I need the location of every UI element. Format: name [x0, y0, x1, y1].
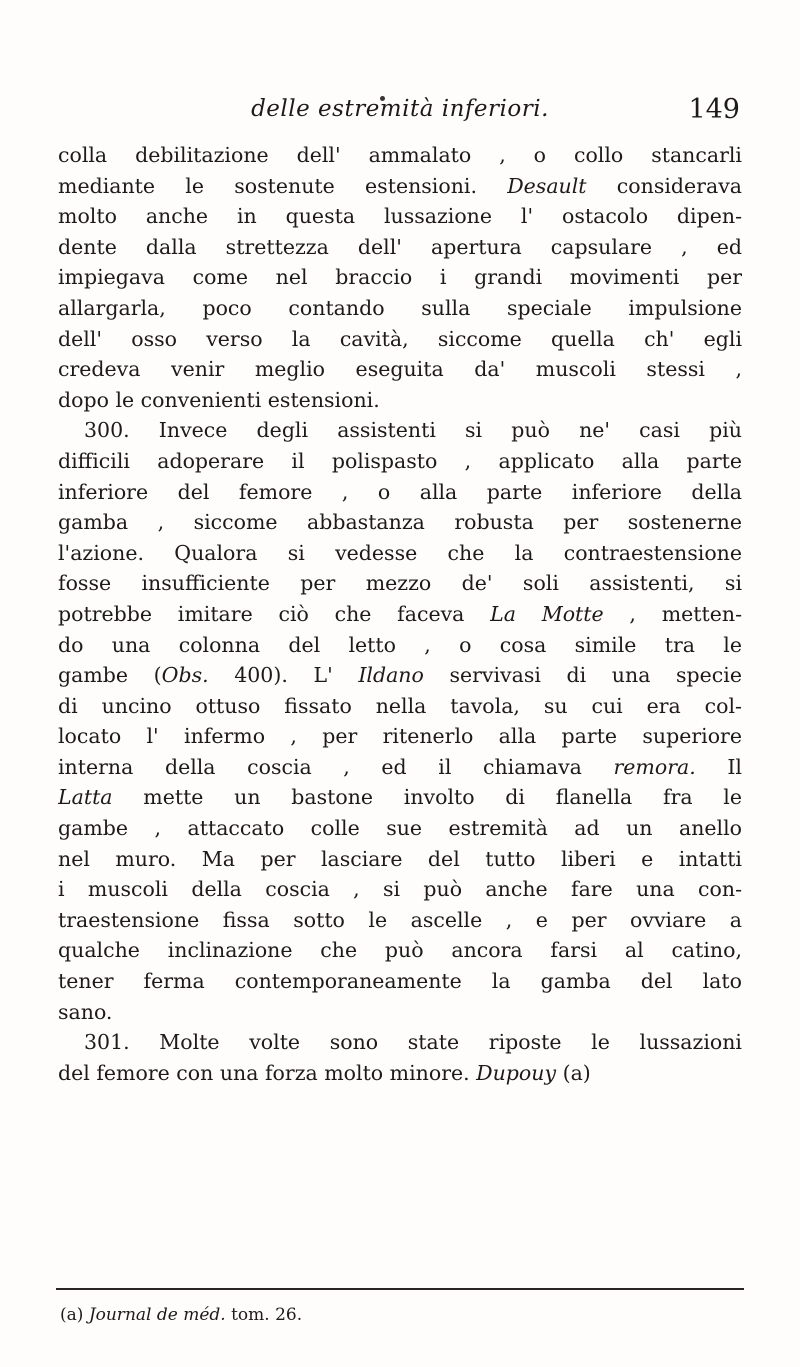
text-line [58, 385, 742, 416]
italic-name: Ildano [358, 663, 424, 688]
text-line [58, 201, 742, 232]
text-line [58, 874, 742, 905]
footnote [60, 1305, 302, 1325]
text-line [58, 630, 742, 661]
text-line [58, 935, 742, 966]
text-run: (a) [556, 1060, 591, 1085]
text-line [58, 140, 742, 171]
text-run: i muscoli della coscia , si può anche fare una con- [58, 877, 742, 902]
text-run: considerava [586, 173, 742, 198]
text-line [58, 844, 742, 875]
text-line [58, 232, 742, 263]
text-run: qualche inclinazione che può ancora farsi al catino, [58, 938, 742, 963]
text-line [58, 1058, 742, 1089]
text-line [58, 507, 742, 538]
text-run: colla debilitazione dell' ammalato , o collo stancarli [58, 143, 742, 167]
text-line [58, 293, 742, 324]
text-run: tener ferma contemporaneamente la gamba del lato [58, 969, 742, 994]
text-run: inferiore del femore , o alla parte inferiore della [58, 479, 742, 504]
page-header [60, 94, 740, 138]
text-run: 300. Invece degli assistenti si può ne' casi più [84, 418, 742, 443]
text-run: interna della coscia , ed il chiamava [58, 754, 614, 779]
text-line [58, 324, 742, 355]
text-run: di uncino ottuso fissato nella tavola, su cui era col- [58, 693, 742, 718]
text-line [58, 415, 742, 446]
text-run: dente dalla strettezza dell' apertura capsulare , ed [58, 234, 742, 259]
text-line [58, 354, 742, 385]
text-run: nel muro. Ma per lasciare del tutto liberi e intatti [58, 846, 742, 871]
text-line [58, 752, 742, 783]
text-run: del femore con una forza molto minore. [58, 1060, 477, 1085]
text-run: molto anche in questa lussazione l' ostacolo dipen- [58, 204, 742, 229]
text-line [58, 477, 742, 508]
text-line [58, 568, 742, 599]
footnote-rest: tom. 26. [225, 1305, 303, 1325]
body-text [58, 140, 742, 1088]
footnote-rule [56, 1288, 744, 1290]
text-run: l'azione. Qualora si vedesse che la contraestensione [58, 540, 742, 565]
text-line [58, 171, 742, 202]
italic-name: Latta [58, 785, 113, 810]
italic-name: Obs. [161, 663, 209, 688]
italic-name: Dupouy [476, 1060, 557, 1085]
text-run: dell' osso verso la cavità, siccome quella ch' egli [58, 326, 742, 351]
text-run: 400). L' [208, 663, 359, 688]
italic-name: remora. [613, 754, 696, 779]
text-run: do una colonna del letto , o cosa simile tra le [58, 632, 742, 657]
text-run: gambe ( [58, 663, 162, 688]
text-line [58, 538, 742, 569]
text-line [58, 262, 742, 293]
text-run: allargarla, poco contando sulla speciale impulsione [58, 295, 742, 320]
text-run: mediante le sostenute estensioni. [58, 173, 508, 198]
text-run: servivasi di una specie [423, 663, 742, 688]
text-line [58, 660, 742, 691]
italic-name: Desault [507, 173, 587, 198]
text-line [58, 813, 742, 844]
text-line [58, 691, 742, 722]
text-run: Il [695, 754, 742, 779]
text-run: impiegava come nel braccio i grandi movimenti per [58, 265, 742, 290]
text-run: difficili adoperare il polispasto , applicato alla parte [58, 448, 742, 473]
text-line [58, 966, 742, 997]
text-run: credeva venir meglio eseguita da' muscoli stessi , [58, 357, 742, 382]
text-run: traestensione fissa sotto le ascelle , e per ovviare a [58, 907, 742, 932]
text-line [58, 1027, 742, 1058]
text-run: dopo le convenienti estensioni. [58, 387, 380, 412]
text-run: sano. [58, 999, 113, 1024]
text-run: gamba , siccome abbastanza robusta per sostenerne [58, 510, 742, 535]
text-line [58, 599, 742, 630]
footnote-source: Journal de méd. [88, 1305, 226, 1325]
footnote-marker: (a) [60, 1305, 89, 1325]
page-number: 149 [688, 94, 740, 125]
text-line [58, 721, 742, 752]
text-run: gambe , attaccato colle sue estremità ad un anello [58, 816, 742, 841]
text-run: 301. Molte volte sono state riposte le lussazioni [84, 1030, 742, 1055]
italic-name: La Motte [490, 601, 604, 626]
running-head: delle estremità inferiori. [251, 96, 549, 122]
text-line [58, 446, 742, 477]
text-line [58, 905, 742, 936]
text-line [58, 782, 742, 813]
text-run: potrebbe imitare ciò che faceva [58, 601, 491, 626]
text-run: mette un bastone involto di flanella fra le [112, 785, 742, 810]
text-run: fosse insufficiente per mezzo de' soli assistenti, si [58, 571, 742, 596]
text-run: , metten- [603, 601, 742, 626]
text-line [58, 997, 742, 1028]
text-run: locato l' infermo , per ritenerlo alla parte superiore [58, 724, 742, 749]
